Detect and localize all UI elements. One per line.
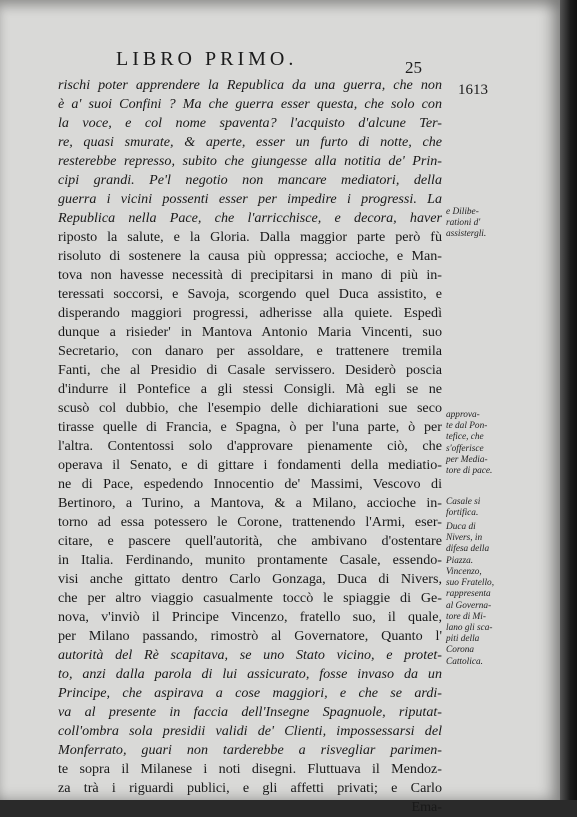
text-line: la voce, e col nome spaventa? l'acquisto d'alcune Ter- (58, 115, 442, 131)
text-line: riposto la salute, e la Gloria. Dalla maggior parte però fù (58, 229, 442, 245)
text-line: l'altra. Contentossi solo d'approvare pienamente ciò, che (58, 438, 442, 454)
text-line: è a' suoi Confini ? Ma che guerra esser questa, che solo con (58, 96, 442, 112)
text-line: Monferrato, guari non tarderebbe a risvegliar parimen- (58, 742, 442, 758)
text-line: coll'ombra sola presidii validi de' Clienti, impossessarsi del (58, 723, 442, 739)
text-line: to, anzi dalla parola di lui assicurato, fosse invaso da un (58, 666, 442, 682)
text-line: Secretario, con danaro per assoldare, e trattenere tremila (58, 343, 442, 359)
text-line: guerra i vicini possenti esser per impedire i progressi. La (58, 191, 442, 207)
text-line: disperando maggiori progressi, adherisse alla quiete. Espedì (58, 305, 442, 321)
text-line: risoluto di sostenere la causa più oppressa; accioche, e Man- (58, 248, 442, 264)
text-line: Republica nella Pace, che l'arricchisce, e decora, haver (58, 210, 442, 226)
text-line: torno ad essa potessero le Corone, trattenendo l'Armi, eser- (58, 514, 442, 530)
margin-note: e Dilibe- rationi d' assistergli. (446, 207, 487, 240)
text-line: visi anche gittato dentro Carlo Gonzaga, Duca di Nivers, (58, 571, 442, 587)
text-line: scusò col dubbio, che l'esempio delle dichiarationi sue seco (58, 400, 442, 416)
page-number: 25 (405, 58, 422, 77)
text-line: tirasse quelle di Francia, e Spagna, ò per l'una parte, ò per (58, 419, 442, 435)
text-line: citare, e pascere quell'autorità, che ambivano d'ostentare (58, 533, 442, 549)
margin-note: Casale si fortifica. (446, 497, 481, 519)
text-line: per Milano passando, rimostrò al Governatore, Quanto l' (58, 628, 442, 644)
text-line: nova, v'inviò il Principe Vincenzo, fratello suo, il quale, (58, 609, 442, 625)
text-line: Bertinoro, a Turino, a Mantova, & a Milano, accioche in- (58, 495, 442, 511)
text-line: dunque a risieder' in Mantova Antonio Maria Vincenti, suo (58, 324, 442, 340)
text-line: tova non havesse necessità di precipitarsi in mano di più in- (58, 267, 442, 283)
margin-note: Vincenzo, suo Fratello, rappresenta al Governa- tore di Mi- lano gli sca- piti della Corona Cattolica. (446, 567, 495, 667)
body-text (58, 76, 442, 817)
running-title: LIBRO PRIMO. (116, 48, 298, 70)
text-line: che per altro viaggio casualmente toccò le spiaggie di Ge- (58, 590, 442, 606)
text-line: Principe, che aspirava a cose maggiori, e che se ardi- (58, 685, 442, 701)
text-line: d'indurre il Pontefice a gli stessi Consigli. Mà egli se ne (58, 381, 442, 397)
text-line: re, quasi smurate, & aperte, esser un furto di notte, che (58, 134, 442, 150)
text-line: ne di Pace, espedendo Innocentio de' Massimi, Vescovo di (58, 476, 442, 492)
text-line: cipi grandi. Pe'l negotio non mancare mediatori, della (58, 172, 442, 188)
margin-year: 1613 (458, 82, 488, 98)
text-line: za trà i riguardi publici, e gli affetti privati; e Carlo (58, 780, 442, 796)
margin-note: Duca di Nivers, in difesa della Piazza. (446, 522, 490, 566)
text-line: teressati soccorsi, e Savoja, scorgendo quel Duca assistito, e (58, 286, 442, 302)
text-line: Ema- (411, 799, 442, 815)
text-line: Fanti, che al Presidio di Casale servissero. Desiderò poscia (58, 362, 442, 378)
text-line: autorità del Rè scapitava, se uno Stato vicino, e protet- (58, 647, 442, 663)
text-line: rischi poter apprendere la Republica da una guerra, che non (58, 77, 442, 93)
text-line: in Italia. Ferdinando, munito prontamente Casale, essendo- (58, 552, 442, 568)
text-line: operava il Senato, e di gittare i fondamenti della mediatio- (58, 457, 442, 473)
margin-note: approva- te dal Pon- tefice, che s'offerisce per Media- tore di pace. (446, 410, 493, 477)
text-line: va al presente in faccia dell'Insegne Spagnuole, riputat- (58, 704, 442, 720)
text-line: te sopra il Milanese i noti disegni. Fluttuava il Mendoz- (58, 761, 442, 777)
text-line: resterebbe represso, subito che giungesse alla notitia de' Prin- (58, 153, 442, 169)
book-gutter-edge (560, 0, 577, 800)
